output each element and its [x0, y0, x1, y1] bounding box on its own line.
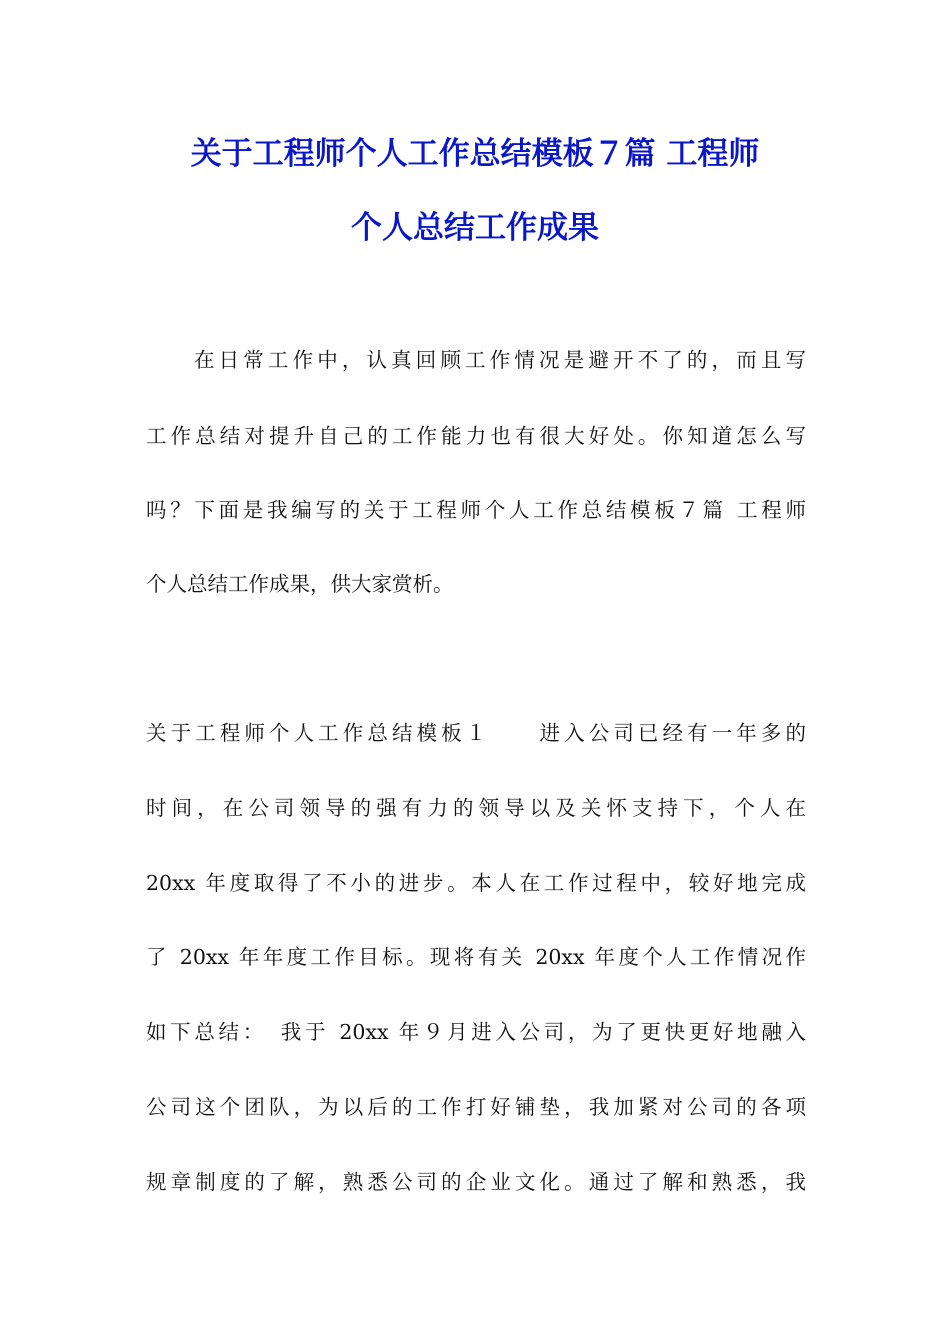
- intro-paragraph-line-4: 个人总结工作成果，供大家赏析。: [146, 572, 454, 596]
- intro-paragraph-line-3: 吗？下面是我编写的关于工程师个人工作总结模板７篇 工程师: [146, 498, 806, 522]
- section1-line-2: 时间，在公司领导的强有力的领导以及关怀支持下，个人在: [146, 796, 806, 820]
- section1-line-4: 了 20xx 年年度工作目标。现将有关 20xx 年度个人工作情况作: [146, 945, 806, 969]
- section1-line-6: 公司这个团队，为以后的工作打好铺垫，我加紧对公司的各项: [146, 1095, 806, 1119]
- section1-line-5: 如下总结： 我于 20xx 年９月进入公司，为了更快更好地融入: [146, 1020, 806, 1044]
- document-title-line-1: 关于工程师个人工作总结模板７篇 工程师: [190, 136, 760, 172]
- intro-paragraph-line-1: 在日常工作中，认真回顾工作情况是避开不了的，而且写: [194, 348, 806, 372]
- section1-line-7: 规章制度的了解，熟悉公司的企业文化。通过了解和熟悉，我: [146, 1170, 806, 1194]
- document-title-line-2: 个人总结工作成果: [351, 210, 599, 246]
- intro-paragraph-line-2: 工作总结对提升自己的工作能力也有很大好处。你知道怎么写: [146, 424, 806, 448]
- section1-line-1: 关于工程师个人工作总结模板１ 进入公司已经有一年多的: [146, 721, 806, 745]
- section1-line-3: 20xx 年度取得了不小的进步。本人在工作过程中，较好地完成: [146, 871, 806, 895]
